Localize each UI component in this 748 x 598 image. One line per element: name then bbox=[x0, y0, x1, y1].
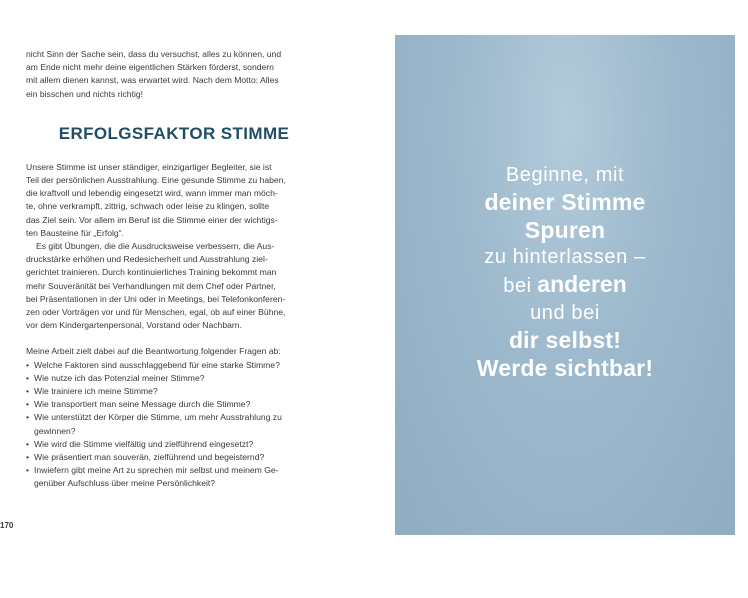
list-item: • Wie transportiert man seine Message durch die Stimme? bbox=[26, 398, 322, 411]
page-number: 170 bbox=[0, 521, 14, 530]
quote-line: und bei bbox=[530, 302, 600, 324]
section-heading: ERFOLGSFAKTOR STIMME bbox=[58, 123, 290, 143]
text-line: das Ziel sein. Vor allem im Beruf ist die Stimme einer der wichtigs- bbox=[26, 214, 278, 225]
list-item: • Wie nutze ich das Potenzial meiner Stimme? bbox=[26, 372, 322, 385]
quote-line: zu hinterlassen – bbox=[484, 246, 646, 268]
list-item: • Wie wird die Stimme vielfältig und zielführend eingesetzt? bbox=[26, 438, 322, 451]
text-line: vor dem Kindergartenpersonal, Vorstand oder Nachbarn. bbox=[26, 320, 242, 331]
text-line: zen oder Vorträgen vor und für Menschen, egal, ob auf einer Bühne, bbox=[26, 307, 286, 318]
question-list bbox=[26, 359, 322, 491]
quote-text bbox=[395, 162, 735, 382]
text-line: gerichtet trainieren. Durch kontinuierliches Training bekommt man bbox=[26, 267, 277, 278]
text-line: te, ohne verkrampft, zittrig, schwach oder leise zu klingen, sollte bbox=[26, 201, 270, 212]
text-line: ten Bausteine für „Erfolg“. bbox=[26, 227, 124, 238]
list-item: • Wie präsentiert man souverän, zielführend und begeisternd? bbox=[26, 451, 322, 464]
quote-line: bei anderen bbox=[503, 271, 627, 297]
quote-line: Beginne, mit bbox=[505, 164, 625, 186]
quote-line: Spuren bbox=[524, 217, 606, 243]
left-page bbox=[26, 48, 322, 491]
quote-panel bbox=[395, 35, 735, 535]
list-item: • Welche Faktoren sind ausschlaggebend für eine starke Stimme? bbox=[26, 359, 322, 372]
intro-paragraph bbox=[26, 48, 322, 101]
list-item: • Wie unterstützt der Körper die Stimme, um mehr Ausstrahlung zu gewinnen? bbox=[26, 411, 322, 437]
paragraph-1 bbox=[26, 161, 322, 240]
text-line: mit allem dienen kannst, was erwartet wird. Nach dem Motto: Alles bbox=[26, 75, 279, 86]
text-line: Teil der persönlichen Ausstrahlung. Eine gesunde Stimme zu haben, bbox=[26, 175, 286, 186]
quote-line: Werde sichtbar! bbox=[476, 355, 654, 381]
paragraph-2 bbox=[26, 240, 322, 332]
text-line: nicht Sinn der Sache sein, dass du versuchst, alles zu können, und bbox=[26, 49, 282, 59]
text-line: mehr Souveränität bei Verhandlungen mit dem Chef oder Partner, bbox=[26, 280, 276, 291]
text-line: Es gibt Übungen, die die Ausdrucksweise verbessern, die Aus- bbox=[36, 241, 275, 252]
text-line: am Ende nicht mehr deine eigentlichen Stärken förderst, sondern bbox=[26, 62, 274, 73]
quote-line: deiner Stimme bbox=[484, 189, 646, 215]
quote-line: dir selbst! bbox=[508, 327, 622, 353]
text-line: die kraftvoll und lebendig eingesetzt wird, wann immer man möch- bbox=[26, 188, 278, 199]
list-item: • Inwiefern gibt meine Art zu sprechen mir selbst und meinem Ge- genüber Aufschluss über meine Persönlichkeit? bbox=[26, 464, 322, 490]
list-item: • Wie trainiere ich meine Stimme? bbox=[26, 385, 322, 398]
text-line: bei Präsentationen in der Uni oder in Meetings, bei Telefonkonferen- bbox=[26, 293, 286, 304]
text-line: ein bisschen und nichts richtig! bbox=[26, 88, 144, 99]
text-line: Unsere Stimme ist unser ständiger, einzigartiger Begleiter, sie ist bbox=[26, 161, 272, 172]
list-intro: Meine Arbeit zielt dabei auf die Beantwortung folgender Fragen ab: bbox=[26, 346, 281, 357]
text-line: druckstärke erhöhen und Redesicherheit und Ausstrahlung ziel- bbox=[26, 254, 268, 265]
